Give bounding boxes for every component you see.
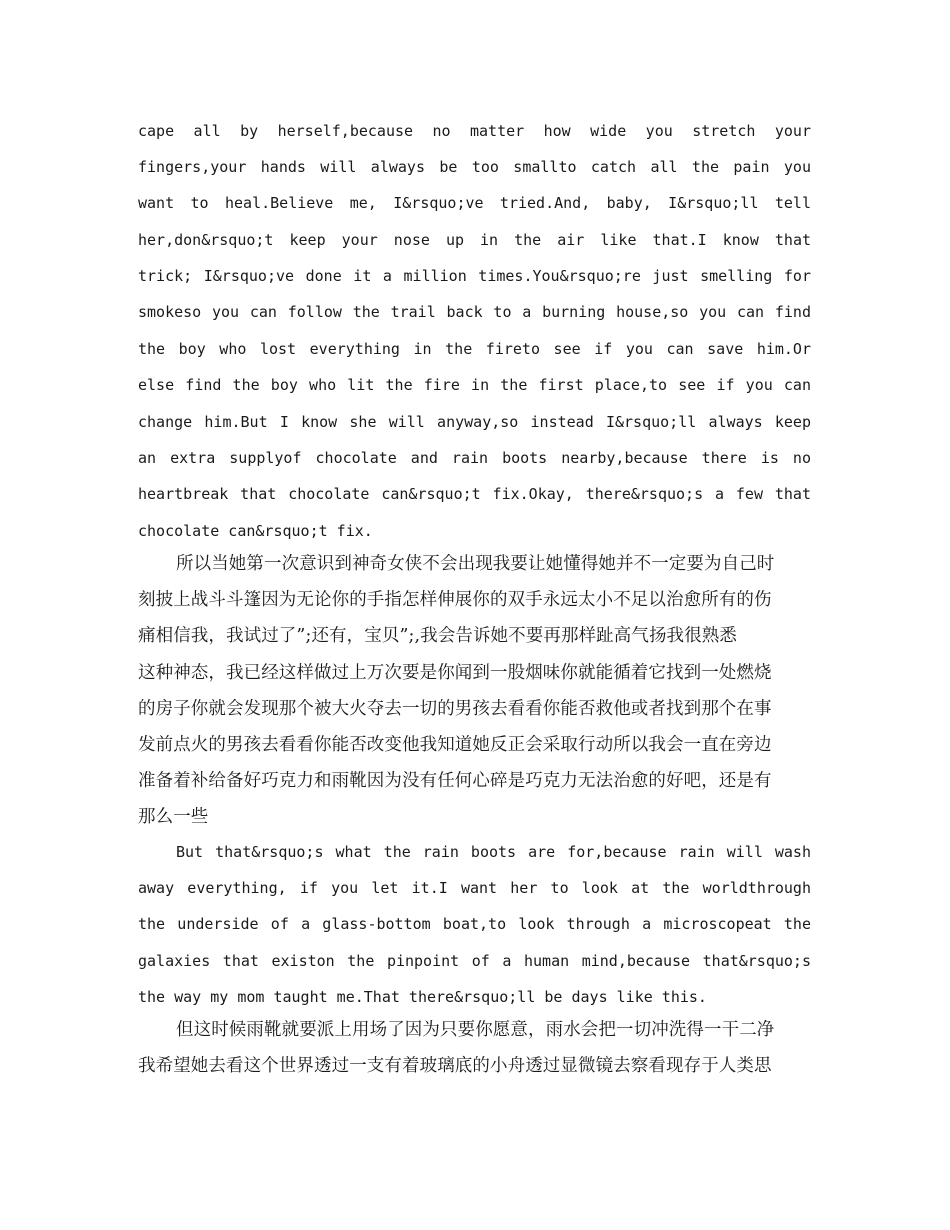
- text-line: change him.But I know she will anyway,so instead I&rsquo;ll always keep: [138, 413, 811, 431]
- text-line: But that&rsquo;s what the rain boots are for,because rain will wash: [176, 843, 811, 861]
- text-line: the underside of a glass-bottom boat,to look through a microscopeat the: [138, 915, 811, 933]
- text-line: 我希望她去看这个世界透过一支有着玻璃底的小舟透过显微镜去察看现存于人类思: [138, 1056, 772, 1076]
- text-line: galaxies that existon the pinpoint of a human mind,because that&rsquo;s: [138, 952, 811, 970]
- text-line: want to heal.Believe me, I&rsquo;ve tried.And, baby, I&rsquo;ll tell: [138, 194, 811, 212]
- text-line: her,don&rsquo;t keep your nose up in the air like that.I know that: [138, 231, 811, 249]
- text-line: chocolate can&rsquo;t fix.: [138, 522, 373, 540]
- text-line: 刻披上战斗斗篷因为无论你的手指怎样伸展你的双手永远太小不足以治愈所有的伤: [138, 590, 772, 610]
- text-line: the boy who lost everything in the fireto see if you can save him.Or: [138, 340, 811, 358]
- text-line: trick; I&rsquo;ve done it a million times.You&rsquo;re just smelling for: [138, 267, 811, 285]
- text-line: heartbreak that chocolate can&rsquo;t fix.Okay, there&rsquo;s a few that: [138, 485, 811, 503]
- text-line: an extra supplyof chocolate and rain boots nearby,because there is no: [138, 449, 811, 467]
- text-line: 但这时候雨靴就要派上用场了因为只要你愿意，雨水会把一切冲洗得一干二净: [176, 1020, 775, 1040]
- text-line: 准备着补给备好巧克力和雨靴因为没有任何心碎是巧克力无法治愈的好吧，还是有: [138, 771, 772, 791]
- text-line: 这种神态，我已经这样做过上万次要是你闻到一股烟味你就能循着它找到一处燃烧: [138, 663, 772, 683]
- text-line: 所以当她第一次意识到神奇女侠不会出现我要让她懂得她并不一定要为自己时: [176, 554, 775, 574]
- text-line: 痛相信我，我试过了”;还有，宝贝”;,我会告诉她不要再那样趾高气扬我很熟悉: [138, 626, 737, 646]
- text-line: away everything, if you let it.I want her to look at the worldthrough: [138, 879, 811, 897]
- text-line: the way my mom taught me.That there&rsquo;ll be days like this.: [138, 988, 707, 1006]
- text-line: else find the boy who lit the fire in the first place,to see if you can: [138, 376, 811, 394]
- text-line: smokeso you can follow the trail back to a burning house,so you can find: [138, 303, 811, 321]
- text-line: 的房子你就会发现那个被大火夺去一切的男孩去看看你能否救他或者找到那个在事: [138, 699, 772, 719]
- text-line: 发前点火的男孩去看看你能否改变他我知道她反正会采取行动所以我会一直在旁边: [138, 735, 772, 755]
- text-line: cape all by herself,because no matter how wide you stretch your: [138, 122, 811, 140]
- text-line: 那么一些: [138, 807, 209, 827]
- text-line: fingers,your hands will always be too smallto catch all the pain you: [138, 158, 811, 176]
